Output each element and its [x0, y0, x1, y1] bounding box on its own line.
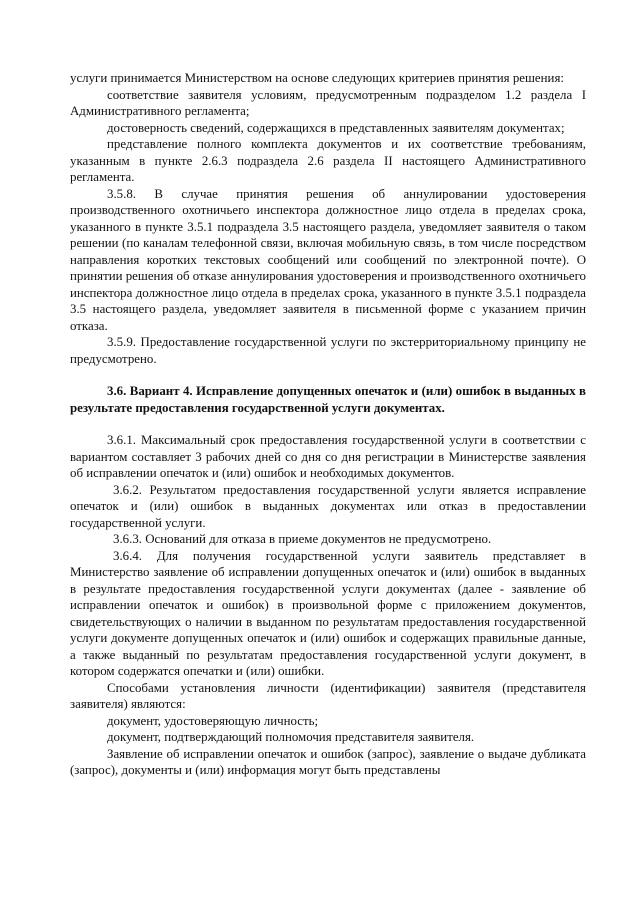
paragraph-3-5-9: 3.5.9. Предоставление государственной услуги по экстерриториальному принципу не предусмотрено.	[70, 335, 586, 366]
section-heading-3-6: 3.6. Вариант 4. Исправление допущенных опечаток и (или) ошибок в выданных в результате предоставления государственной услуги документах.	[70, 384, 586, 415]
paragraph-3-6-4: 3.6.4. Для получения государственной услуги заявитель представляет в Министерство заявление об исправлении допущенных опечаток и (или) ошибок в выданных в результате предоставления государственной услуги документах (далее - заявление об исправлении опечаток и ошибок) в произвольной форме с приложением документов, свидетельствующих о наличии в выданном по результатам предоставления государственной услуги документе допущенных опечаток и (или) ошибок и содержащих правильные данные, а также выданный по результатам предоставления государственной услуги документ, в котором содержатся опечатки и (или) ошибки.	[70, 548, 586, 678]
list-item: документ, подтверждающий полномочия представителя заявителя.	[107, 730, 475, 744]
paragraph-3-6-2: 3.6.2. Результатом предоставления государственной услуги является исправление опечаток и (или) ошибок в выданных документах или отказ в предоставлении государственной услуги.	[70, 482, 586, 530]
paragraph: представление полного комплекта документов и их соответствие требованиям, указанным в пункте 2.6.3 подраздела 2.6 раздела II настоящего Административного регламента.	[70, 137, 586, 184]
paragraph: Заявление об исправлении опечаток и ошибок (запрос), заявление о выдаче дубликата (запрос), документы и (или) информация могут быть представлены	[70, 746, 586, 777]
paragraph: Способами установления личности (идентификации) заявителя (представителя заявителя) являются:	[70, 680, 586, 711]
list-item: документ, удостоверяющую личность;	[107, 713, 319, 728]
document-page	[70, 70, 586, 779]
paragraph-3-5-8: 3.5.8. В случае принятия решения об аннулировании удостоверения производственного охотничьего инспектора должностное лицо отдела в пределах срока, указанного в пункте 3.5.1 подраздела 3.5 настоящего раздела, уведомляет заявителя о таком решении (по каналам телефонной связи, включая мобильную связь, в том числе посредством направления коротких текстовых сообщений или сообщений по электронной почте). О принятии решения об отказе аннулирования удостоверения и производственного охотничьего инспектора должностное лицо отдела в пределах срока, указанного в пункте 3.5.1 подраздела 3.5 настоящего раздела, уведомляет заявителя в письменной форме с указанием причин отказа.	[70, 186, 586, 333]
paragraph: соответствие заявителя условиям, предусмотренным подразделом 1.2 раздела I Административного регламента;	[70, 87, 586, 118]
paragraph: достоверность сведений, содержащихся в представленных заявителям документах;	[107, 120, 565, 135]
paragraph-3-6-1: 3.6.1. Максимальный срок предоставления государственной услуги в соответствии с вариантом составляет 3 рабочих дней со дня со дня регистрации в Министерстве заявления об исправлении опечаток и (или) ошибок и необходимых документов.	[70, 433, 586, 480]
paragraph: услуги принимается Министерством на основе следующих критериев принятия решения:	[70, 71, 564, 85]
paragraph-3-6-3: 3.6.3. Оснований для отказа в приеме документов не предусмотрено.	[113, 532, 492, 546]
